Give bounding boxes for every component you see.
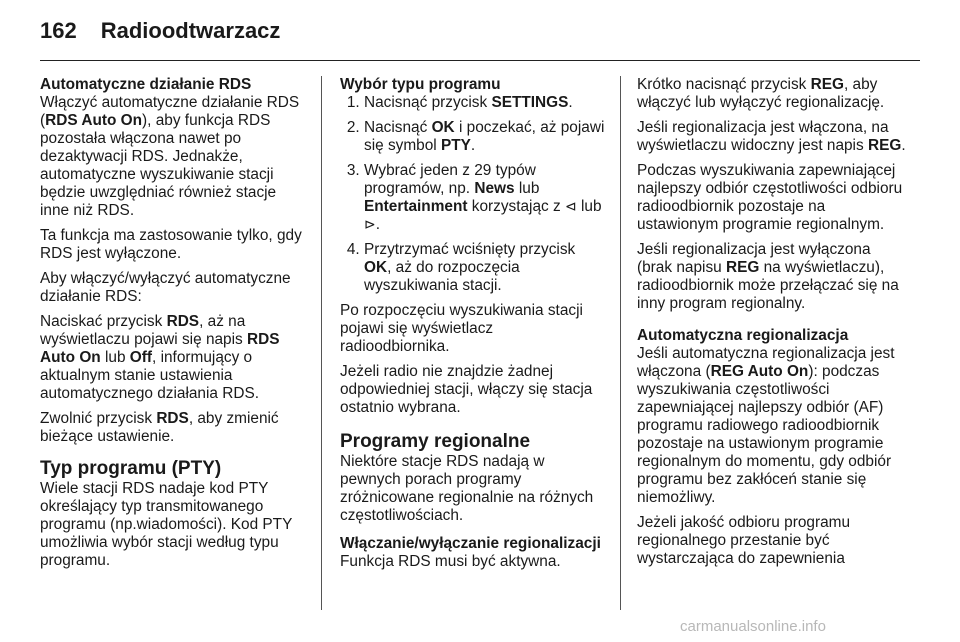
- column-1: [40, 76, 308, 577]
- paragraph: Aby włączyć/wyłączyć automatyczne działanie RDS:: [40, 270, 291, 305]
- subheading-regional-onoff: Włączanie/wyłączanie regionalizacji: [340, 535, 601, 552]
- paragraph: Jeśli regionalizacja jest wyłączona (brak napisu REG na wyświetlaczu), radioodbiornik może przełączać się na inny program regionalny.: [637, 241, 899, 312]
- column-3: [637, 76, 907, 575]
- chapter-title: Radioodtwarzacz: [100, 18, 281, 43]
- column-divider-2: [620, 76, 621, 610]
- paragraph: Włączyć automatyczne działanie RDS (RDS Auto On), aby funkcja RDS pozostała włączona nawet po dezaktywacji RDS. Jednakże, automatyczne wyszukiwanie stacji będzie uwzględniać również stacje inne niż RDS.: [40, 94, 300, 219]
- subheading-auto-rds: Automatyczne działanie RDS: [40, 76, 252, 93]
- paragraph: Ta funkcja ma zastosowanie tylko, gdy RDS jest wyłączone.: [40, 227, 302, 262]
- header-rule: [40, 60, 920, 61]
- paragraph: Podczas wyszukiwania zapewniającej najlepszy odbiór częstotliwości odbioru radioodbiornik pozostaje na ustawionym programie regionalnym.: [637, 162, 903, 233]
- paragraph: Jeżeli radio nie znajdzie żadnej odpowiedniej stacji, włączy się stacja ostatnio wybrana.: [340, 363, 593, 416]
- heading-pty: Typ programu (PTY): [40, 458, 222, 479]
- column-2: [340, 76, 606, 578]
- page-number: 162: [40, 18, 77, 43]
- paragraph: Jeśli automatyczna regionalizacja jest włączona (REG Auto On): podczas wyszukiwania częstotliwości zapewniającej najlepszy odbiór (AF) programu radiowego radioodbiornik pozostaje na ustawionym programie regionalnym do momentu, gdy odbiór programu bez zakłóceń stanie się niemożliwy.: [637, 345, 895, 506]
- subheading-select-pty: Wybór typu programu: [340, 76, 501, 93]
- arrow-left-icon: ⊲: [564, 199, 577, 215]
- list-item: 2. Nacisnąć OK i poczekać, aż pojawi się symbol PTY.: [364, 119, 606, 155]
- paragraph: Funkcja RDS musi być aktywna.: [340, 553, 561, 570]
- paragraph: Jeśli regionalizacja jest włączona, na wyświetlaczu widoczny jest napis REG.: [637, 119, 906, 154]
- paragraph: Naciskać przycisk RDS, aż na wyświetlaczu pojawi się napis RDS Auto On lub Off, informujący o aktualnym stanie ustawienia automatycznego działania RDS.: [40, 313, 280, 402]
- page-header: [40, 18, 280, 48]
- paragraph: Niektóre stacje RDS nadają w pewnych porach programy zróżnicowane regionalnie na różnych częstotliwościach.: [340, 453, 594, 524]
- list-item: 1. Nacisnąć przycisk SETTINGS.: [364, 94, 606, 112]
- paragraph: Jeżeli jakość odbioru programu regionalnego przestanie być wystarczająca do zapewnienia: [637, 514, 851, 567]
- watermark: carmanualsonline.info: [680, 618, 826, 635]
- paragraph: Wiele stacji RDS nadaje kod PTY określający typ transmitowanego programu (np.wiadomości). Kod PTY umożliwia wybór stacji według typu programu.: [40, 480, 293, 569]
- arrow-right-icon: ⊳: [364, 217, 376, 233]
- column-divider-1: [321, 76, 322, 610]
- list-item: 3. Wybrać jeden z 29 typów programów, np. News lub Entertainment korzystając z ⊲ lub ⊳.: [364, 162, 606, 234]
- paragraph: Zwolnić przycisk RDS, aby zmienić bieżące ustawienie.: [40, 410, 279, 445]
- subheading-auto-regional: Automatyczna regionalizacja: [637, 327, 849, 344]
- steps-list: [340, 94, 606, 295]
- paragraph: Po rozpoczęciu wyszukiwania stacji pojawi się wyświetlacz radioodbiornika.: [340, 302, 583, 355]
- paragraph: Krótko nacisnąć przycisk REG, aby włączyć lub wyłączyć regionalizację.: [637, 76, 885, 111]
- list-item: 4. Przytrzymać wciśnięty przycisk OK, aż do rozpoczęcia wyszukiwania stacji.: [364, 241, 606, 295]
- heading-regional: Programy regionalne: [340, 431, 531, 452]
